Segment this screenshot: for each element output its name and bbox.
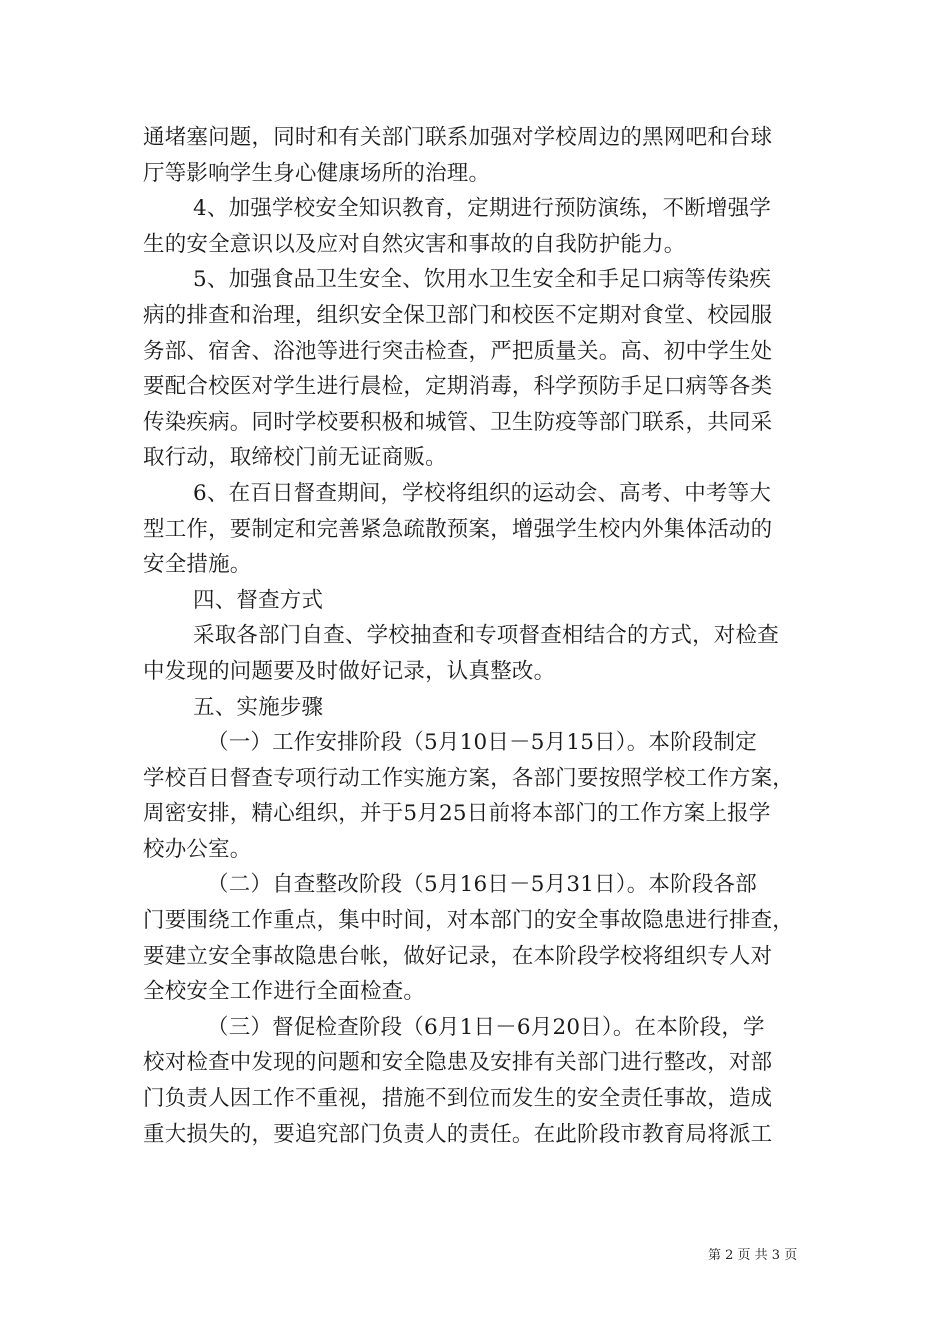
text-line: 生的安全意识以及应对自然灾害和事故的自我防护能力。 bbox=[143, 231, 686, 257]
text-line: 周密安排，精心组织，并于5月25日前将本部门的工作方案上报学 bbox=[143, 801, 771, 827]
text-line: 重大损失的，要追究部门负责人的责任。在此阶段市教育局将派工 bbox=[143, 1121, 773, 1147]
text-line: 安全措施。 bbox=[143, 552, 252, 578]
text-line: 校对检查中发现的问题和安全隐患及安排有关部门进行整改，对部 bbox=[143, 1050, 773, 1076]
text-line: 务部、宿舍、浴池等进行突击检查，严把质量关。高、初中学生处 bbox=[143, 338, 773, 364]
text-line: 门要围绕工作重点，集中时间，对本部门的安全事故隐患进行排查， bbox=[143, 908, 795, 934]
text-line: 门负责人因工作不重视，措施不到位而发生的安全责任事故，造成 bbox=[143, 1086, 773, 1112]
text-line: （二）自查整改阶段（5月16日－5月31日）。本阶段各部 bbox=[207, 872, 757, 898]
text-line: 全校安全工作进行全面检查。 bbox=[143, 979, 426, 1005]
page-number-footer: 第 2 页 共 3 页 bbox=[708, 1248, 798, 1263]
text-line: 取行动，取缔校门前无证商贩。 bbox=[143, 445, 447, 471]
document-body bbox=[143, 120, 813, 1152]
text-line: 四、督查方式 bbox=[193, 587, 324, 613]
text-line: 厅等影响学生身心健康场所的治理。 bbox=[143, 160, 491, 186]
text-line: 校办公室。 bbox=[143, 836, 252, 862]
text-line: 采取各部门自查、学校抽查和专项督查相结合的方式，对检查 bbox=[193, 623, 779, 649]
text-line: 要配合校医对学生进行晨检，定期消毒，科学预防手足口病等各类 bbox=[143, 374, 773, 400]
text-line: 学校百日督查专项行动工作实施方案，各部门要按照学校工作方案， bbox=[143, 765, 795, 791]
text-line: （三）督促检查阶段（6月1日－6月20日）。在本阶段，学 bbox=[207, 1014, 765, 1040]
text-line: 5、加强食品卫生安全、饮用水卫生安全和手足口病等传染疾 bbox=[193, 267, 772, 293]
text-line: 传染疾病。同时学校要积极和城管、卫生防疫等部门联系，共同采 bbox=[143, 409, 773, 435]
text-line: 型工作，要制定和完善紧急疏散预案，增强学生校内外集体活动的 bbox=[143, 516, 773, 542]
text-line: 6、在百日督查期间，学校将组织的运动会、高考、中考等大 bbox=[193, 480, 772, 506]
text-line: 要建立安全事故隐患台帐，做好记录，在本阶段学校将组织专人对 bbox=[143, 943, 773, 969]
text-line: 中发现的问题要及时做好记录，认真整改。 bbox=[143, 658, 556, 684]
text-line: 4、加强学校安全知识教育，定期进行预防演练，不断增强学 bbox=[193, 196, 772, 222]
text-line: 通堵塞问题，同时和有关部门联系加强对学校周边的黑网吧和台球 bbox=[143, 125, 773, 150]
text-line: （一）工作安排阶段（5月10日－5月15日）。本阶段制定 bbox=[207, 730, 757, 756]
text-line: 病的排查和治理，组织安全保卫部门和校医不定期对食堂、校园服 bbox=[143, 302, 773, 328]
text-line: 五、实施步骤 bbox=[193, 694, 324, 720]
